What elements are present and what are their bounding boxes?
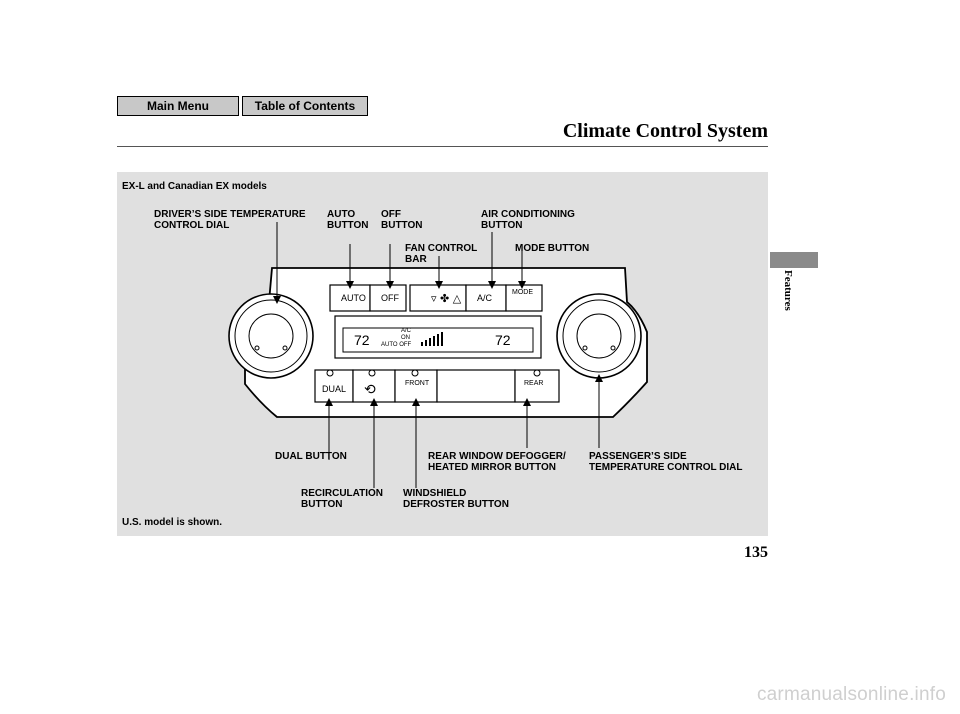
ac-button: A/C (477, 293, 493, 303)
callout-windshield: WINDSHIELD DEFROSTER BUTTON (403, 488, 509, 510)
callout-mode: MODE BUTTON (515, 243, 590, 254)
page-title: Climate Control System (562, 120, 768, 142)
callout-rear-defog: REAR WINDOW DEFOGGER/ HEATED MIRROR BUTTON (428, 451, 566, 473)
display-auto-off-text: AUTO OFF (381, 342, 412, 348)
page-number: 135 (744, 544, 768, 561)
callout-ac: AIR CONDITIONING BUTTON (481, 209, 575, 231)
display-ac-text: A/C (401, 328, 412, 334)
rear-defrost-button: REAR (524, 380, 544, 387)
watermark: carmanualsonline.info (756, 684, 946, 705)
fan-icon: ▿ ✤ △ (431, 292, 462, 305)
footnote: U.S. model is shown. (122, 517, 223, 528)
passenger-temperature-dial (557, 294, 641, 378)
callout-fan: FAN CONTROL BAR (405, 243, 478, 265)
callout-off: OFF BUTTON (381, 209, 423, 231)
driver-temp-readout: 72 (354, 332, 370, 348)
dual-button: DUAL (322, 384, 347, 394)
off-button: OFF (381, 293, 399, 303)
auto-button: AUTO (341, 293, 366, 303)
recirculation-icon: ⟲ (364, 382, 376, 398)
section-tab-marker (770, 252, 818, 268)
front-defrost-button: FRONT (405, 380, 430, 387)
main-menu-button[interactable]: Main Menu (117, 96, 239, 116)
callout-driver-temp: DRIVER’S SIDE TEMPERATURE CONTROL DIAL (154, 209, 306, 231)
display-on-text: ON (401, 335, 410, 341)
mode-button: MODE (512, 289, 533, 296)
callout-recirc: RECIRCULATION BUTTON (301, 488, 384, 510)
callout-passenger-temp: PASSENGER’S SIDE TEMPERATURE CONTROL DIAL (589, 451, 743, 473)
header-divider (117, 146, 768, 147)
driver-temperature-dial (229, 294, 313, 378)
passenger-temp-readout: 72 (495, 332, 511, 348)
callout-dual: DUAL BUTTON (275, 451, 347, 462)
section-label: Features (782, 270, 794, 311)
table-of-contents-button[interactable]: Table of Contents (242, 96, 368, 116)
callout-auto: AUTO BUTTON (327, 209, 369, 231)
model-note: EX-L and Canadian EX models (122, 181, 267, 192)
